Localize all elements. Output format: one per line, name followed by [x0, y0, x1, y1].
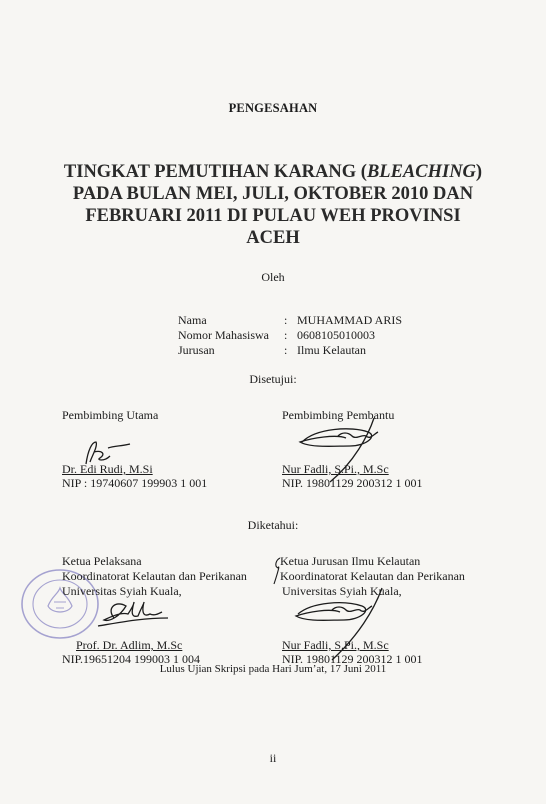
exam-pass-note: Lulus Ujian Skripsi pada Hari Jum’at, 17 Juni 2011: [159, 663, 387, 675]
exec-head-nip: NIP.19651204 199003 1 004: [62, 652, 201, 666]
student-name-value: MUHAMMAD ARIS: [297, 313, 403, 327]
exec-head-university: Universitas Syiah Kuala,: [62, 584, 182, 598]
advisor-main-role: Pembimbing Utama: [62, 408, 159, 422]
dept-head-university: Universitas Syiah Kuala,: [282, 584, 402, 598]
student-dept-row: [178, 343, 366, 358]
student-name-label: Nama: [178, 313, 207, 327]
advisor-main-nip: NIP : 19740607 199903 1 001: [62, 476, 208, 490]
student-id-row: [178, 328, 375, 343]
advisor-assist-role: Pembimbing Pembantu: [282, 408, 395, 422]
dept-head-unit: Koordinatorat Kelautan dan Perikanan: [280, 569, 465, 583]
title-line-1-post: ): [475, 162, 483, 182]
page-heading: PENGESAHAN: [228, 101, 318, 115]
student-dept-label: Jurusan: [178, 343, 215, 357]
dept-head-title: Ketua Jurusan Ilmu Kelautan: [280, 554, 421, 568]
title-line-1: [60, 161, 486, 183]
acknowledged-label: Diketahui:: [247, 518, 299, 532]
title-line-2: PADA BULAN MEI, JULI, OKTOBER 2010 DAN: [72, 184, 474, 204]
title-line-3: FEBRUARI 2011 DI PULAU WEH PROVINSI: [85, 206, 461, 226]
approved-label: Disetujui:: [249, 372, 297, 386]
title-line-1-pre: TINGKAT PEMUTIHAN KARANG (: [63, 162, 367, 182]
dept-head-name: Nur Fadli, S.Pi., M.Sc: [282, 638, 389, 652]
advisor-main-name: Dr. Edi Rudi, M.Si: [62, 462, 153, 476]
exec-head-name: Prof. Dr. Adlim, M.Sc: [76, 638, 183, 652]
advisor-assist-nip: NIP. 19801129 200312 1 001: [282, 476, 423, 490]
separator: :: [284, 328, 288, 342]
exec-head-signature: [92, 596, 172, 630]
title-italic-term: BLEACHING: [366, 162, 476, 182]
student-id-label: Nomor Mahasiswa: [178, 328, 269, 342]
dept-head-nip: NIP. 19801129 200312 1 001: [282, 652, 423, 666]
by-label: Oleh: [261, 270, 285, 284]
advisor-assist-name: Nur Fadli, S.Pi., M.Sc: [282, 462, 389, 476]
exec-head-unit: Koordinatorat Kelautan dan Perikanan: [62, 569, 247, 583]
student-name-row: [178, 313, 402, 328]
separator: :: [284, 343, 288, 357]
page-number: ii: [269, 751, 277, 765]
student-id-value: 0608105010003: [297, 328, 375, 342]
thesis-title: [60, 161, 486, 249]
student-dept-value: Ilmu Kelautan: [297, 343, 366, 357]
separator: :: [284, 313, 288, 327]
title-line-4: ACEH: [246, 228, 300, 248]
exec-head-title: Ketua Pelaksana: [62, 554, 142, 568]
